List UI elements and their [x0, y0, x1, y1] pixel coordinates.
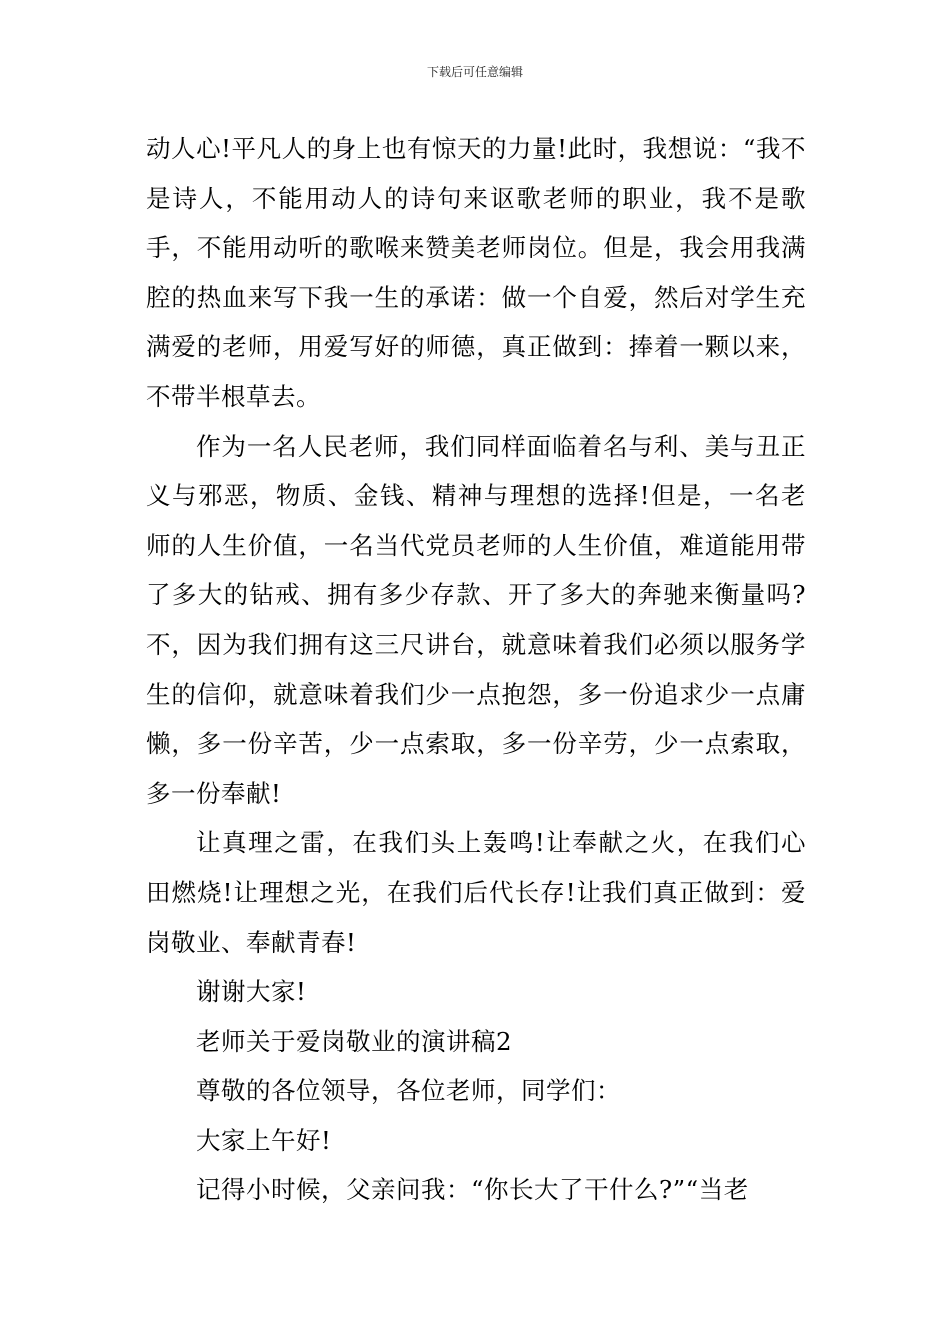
paragraph-continuation: 动人心!平凡人的身上也有惊天的力量!此时，我想说：“我不是诗人，不能用动人的诗句来讴歌老师的职业，我不是歌手，不能用动听的歌喉来赞美老师岗位。但是，我会用我满腔的热血来写下我一生的承诺：做一个自爱，然后对学生充满爱的老师，用爱写好的师德，真正做到：捧着一颗以来，不带半根草去。 [146, 134, 806, 411]
paragraph-values: 作为一名人民老师，我们同样面临着名与利、美与丑正义与邪恶，物质、金钱、精神与理想的选择!但是，一名老师的人生价值，一名当代党员老师的人生价值，难道能用带了多大的钻戒、拥有多少存款、开了多大的奔驰来衡量吗?不，因为我们拥有这三尺讲台，就意味着我们必须以服务学生的信仰，就意味着我们少一点抱怨，多一份追求少一点庸懒，多一份辛苦，少一点索取，多一份辛劳，少一点索取，多一份奉献! [146, 431, 806, 808]
greeting: 大家上午好! [196, 1125, 332, 1155]
page-header: 下载后可任意编辑 [426, 65, 523, 79]
speech-title: 老师关于爱岗敬业的演讲稿2 [196, 1026, 513, 1056]
document-body [146, 124, 806, 1215]
salutation: 尊敬的各位领导，各位老师，同学们： [196, 1076, 621, 1106]
paragraph-childhood: 记得小时候，父亲问我：“你长大了干什么?”“当老 [196, 1175, 749, 1205]
paragraph-call-to-action: 让真理之雷，在我们头上轰鸣!让奉献之火，在我们心田燃烧!让理想之光，在我们后代长存!让我们真正做到：爱岗敬业、奉献青春! [146, 828, 806, 957]
paragraph-thanks: 谢谢大家! [196, 977, 307, 1007]
